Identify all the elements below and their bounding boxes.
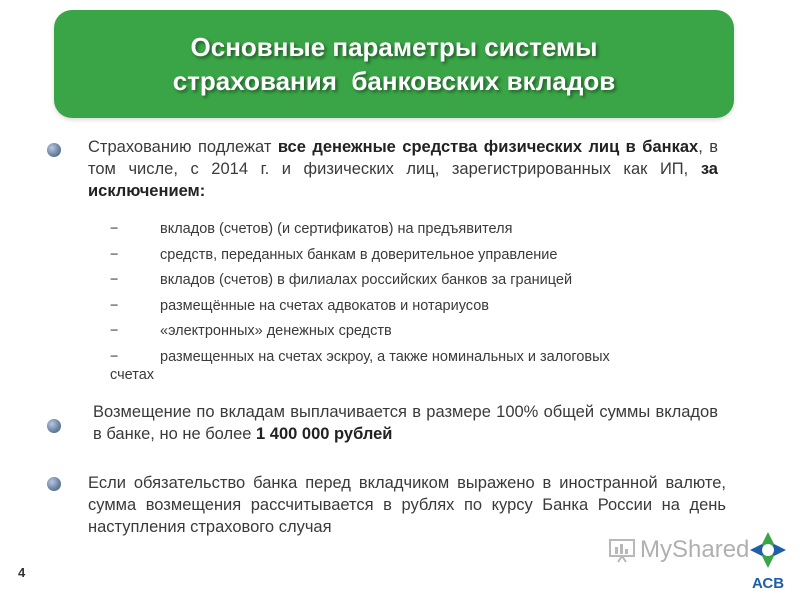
list-item-text: средств, переданных банкам в доверительное управление [160, 246, 558, 263]
bullet-icon [47, 477, 61, 491]
logo-text: АСВ [751, 575, 785, 592]
paragraph-compensation [93, 401, 718, 445]
list-item [110, 243, 720, 269]
text-segment: Страхованию подлежат [88, 138, 278, 156]
list-item [110, 319, 720, 345]
slide-title-line-2: страхования банковских вкладов [172, 66, 616, 96]
page-number: 4 [18, 565, 26, 580]
presentation-icon [608, 537, 636, 563]
paragraph-insured-funds [88, 136, 718, 202]
dash-marker: − [110, 246, 119, 263]
list-item-text: вкладов (счетов) в филиалах российских банков за границей [160, 272, 573, 288]
bold-segment: за исключением: [88, 160, 718, 200]
bold-segment: все денежные средства физических лиц в банках [277, 138, 699, 156]
title-banner [54, 10, 734, 118]
bullet-icon [47, 419, 61, 433]
dash-marker: − [110, 348, 119, 365]
paragraph-foreign-currency [88, 472, 726, 538]
watermark-text: MyShared [640, 536, 750, 563]
list-item-text: вкладов (счетов) (и сертификатов) на предъявителя [160, 221, 513, 237]
exclusions-list [110, 217, 720, 384]
bold-segment: 1 400 000 рублей [256, 425, 393, 443]
list-item [110, 268, 720, 294]
list-item [110, 217, 720, 243]
list-item-text: «электронных» денежных средств [160, 323, 392, 339]
asv-logo [740, 528, 796, 594]
list-item-text: размещенных на счетах эскроу, а также номинальных и залоговых [160, 348, 610, 365]
list-item [110, 345, 720, 384]
dash-marker: − [110, 297, 119, 314]
watermark [608, 536, 749, 564]
list-item-text-continuation: счетах [110, 366, 155, 383]
text-segment: Если обязательство банка перед вкладчиком выражено в иностранной валюте, сумма возмещения рассчитывается в рублях по курсу Банка России на день наступления страхового случая [88, 474, 726, 536]
text-segment: , в том числе, с 2014 г. и физических лиц, зарегистрированных как ИП, [88, 138, 718, 178]
bullet-icon [47, 143, 61, 157]
list-item-text: размещённые на счетах адвокатов и нотариусов [160, 297, 489, 314]
list-item [110, 294, 720, 320]
dash-marker: − [110, 272, 119, 288]
text-segment: Возмещение по вкладам выплачивается в размере 100% общей суммы вкладов в банке, но не более [93, 403, 718, 443]
dash-marker: − [110, 221, 119, 237]
dash-marker: − [110, 323, 119, 339]
slide-title-line-1: Основные параметры системы [190, 32, 598, 62]
